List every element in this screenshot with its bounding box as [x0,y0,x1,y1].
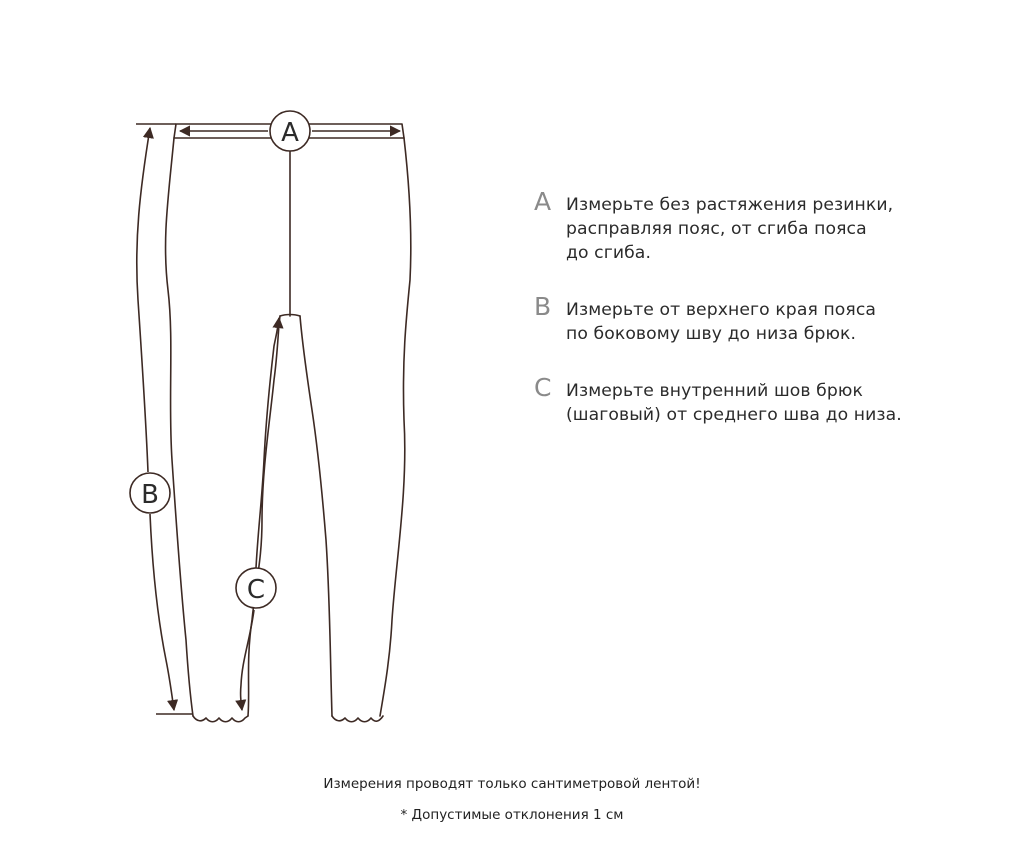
instruction-a-line-3: до сгиба. [566,243,652,263]
instruction-a-line-2: расправляя пояс, от сгиба пояса [566,219,867,239]
pants-outline [166,124,411,722]
instruction-a-text [566,193,893,265]
instruction-c-line-2: (шаговый) от среднего шва до низа. [566,405,902,425]
right-outer-seam [380,138,411,716]
instruction-c-text [566,379,902,427]
marker-b [130,473,170,513]
left-ruffle [193,716,248,722]
footer-tolerance: * Допустимые отклонения 1 см [400,807,624,823]
right-inner-seam [300,316,332,716]
instruction-a-letter: A [534,187,552,216]
left-outer-seam [166,138,193,716]
measure-b-arrow-down [150,514,174,710]
marker-a [270,111,310,151]
instruction-a-line-1: Измерьте без растяжения резинки, [566,195,894,215]
left-inner-seam [248,316,280,716]
right-ruffle [332,716,383,722]
instruction-b-text [566,298,876,346]
instruction-b-letter: B [534,292,552,321]
marker-c [236,568,276,608]
measure-c-arrow-down [241,610,254,710]
instruction-c-line-1: Измерьте внутренний шов брюк [566,381,863,401]
marker-c-label: C [246,575,266,605]
measure-b-arrow-up [137,128,150,472]
instruction-c-letter: C [534,373,552,402]
marker-a-label: A [281,118,299,148]
measure-c [241,318,279,710]
instruction-b-line-2: по боковому шву до низа брюк. [566,324,857,344]
instruction-b-line-1: Измерьте от верхнего края пояса [566,300,877,320]
marker-b-label: B [141,480,159,510]
footer-note: Измерения проводят только сантиметровой лентой! [323,776,701,792]
